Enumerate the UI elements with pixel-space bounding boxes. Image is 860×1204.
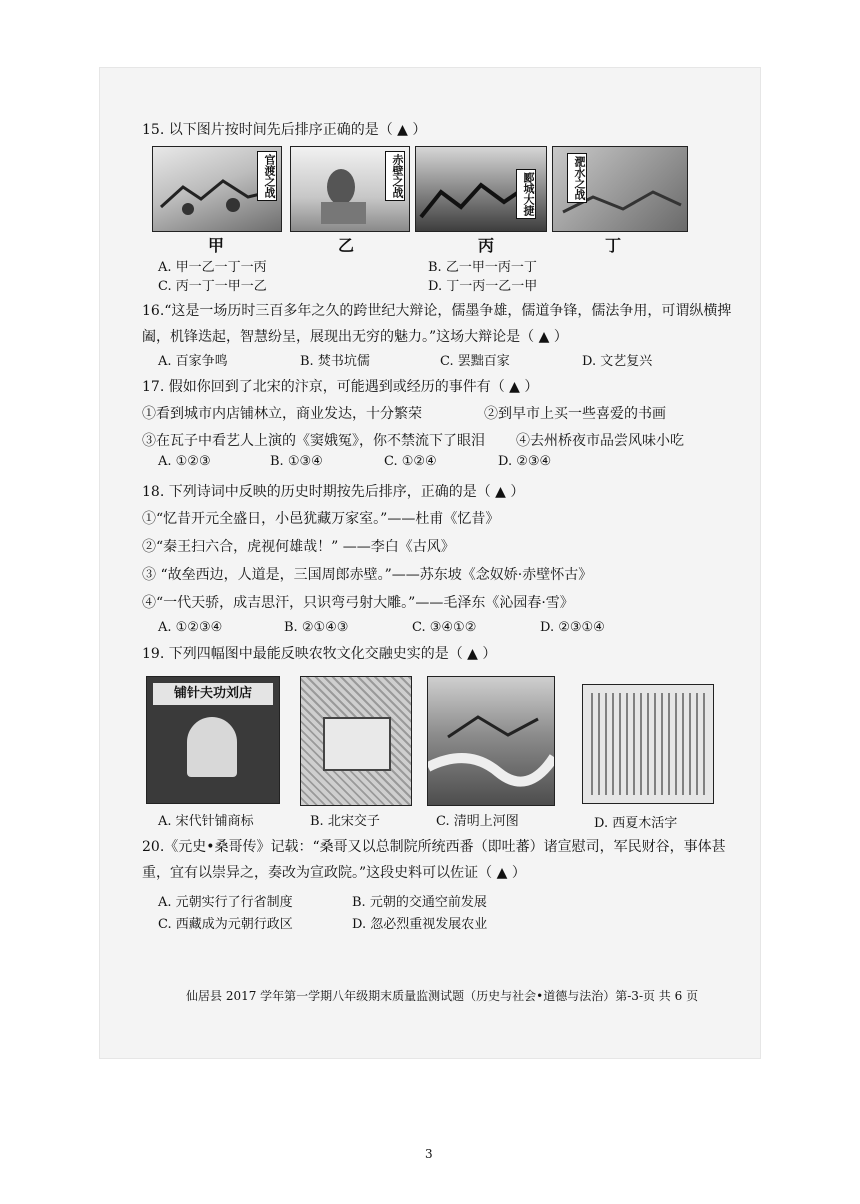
q20-option-c: C. 西藏成为元朝行政区	[158, 917, 293, 932]
q15-caption-bing: 丙	[478, 236, 495, 255]
q15-tag-yi: 赤壁之战	[385, 151, 405, 201]
q20-option-d: D. 忽必烈重视发展农业	[352, 917, 488, 932]
q19-caption-c: C. 清明上河图	[436, 814, 519, 829]
q19-caption-d: D. 西夏木活字	[594, 816, 678, 831]
q18-item-1: ①“忆昔开元全盛日，小邑犹藏万家室。”——杜甫《忆昔》	[142, 511, 500, 527]
q15-stem: 15. 以下图片按时间先后排序正确的是（ ▲ ）	[142, 122, 427, 138]
q20-option-a: A. 元朝实行了行省制度	[158, 895, 293, 910]
q18-item-4: ④“一代天骄，成吉思汗，只识弯弓射大雕。”——毛泽东《沁园春·雪》	[142, 595, 574, 611]
q18-item-2: ②“秦王扫六合，虎视何雄哉！” ——李白《古风》	[142, 539, 455, 555]
q15-option-b: B. 乙一甲一丙一丁	[428, 260, 537, 275]
q15-caption-yi: 乙	[338, 236, 355, 255]
q15-image-yi	[290, 146, 410, 232]
q19-image-c	[427, 676, 555, 806]
q18-option-c: C. ③④①②	[412, 620, 477, 635]
q18-item-3: ③ “故垒西边，人道是，三国周郎赤壁。”——苏东坡《念奴娇·赤壁怀古》	[142, 567, 593, 583]
q17-item-3: ③在瓦子中看艺人上演的《窦娥冤》，你不禁流下了眼泪	[142, 433, 485, 449]
river-scene-illustration	[428, 677, 554, 805]
q15-option-a: A. 甲一乙一丁一丙	[158, 260, 267, 275]
q16-stem: 16.“这是一场历时三百多年之久的跨世纪大辩论，儒墨争雄，儒道争锋，儒法争用，可谓纵横捭阖，机锋迭起，智慧纷呈，展现出无穷的魅力。”这场大辩论是（ ▲ ）	[142, 303, 732, 345]
q20-stem: 20.《元史•桑哥传》记载：“桑哥又以总制院所统西番（即吐蕃）诸宣慰司，军民财谷，事体甚重，宜有以崇异之，奏改为宣政院。”这段史料可以佐证（ ▲ ）	[142, 839, 726, 881]
q17-option-d: D. ②③④	[498, 454, 552, 469]
q17-option-b: B. ①③④	[270, 454, 323, 469]
rabbit-emblem	[187, 717, 237, 777]
q15-tag-jia: 官渡之战	[257, 151, 277, 201]
q16-option-d: D. 文艺复兴	[582, 354, 653, 369]
q17-item-2: ②到早市上买一些喜爱的书画	[484, 406, 666, 422]
page-number: 3	[425, 1147, 433, 1161]
q15-caption-ding: 丁	[605, 236, 622, 255]
q19-caption-a: A. 宋代针铺商标	[158, 814, 254, 829]
q19-image-b	[300, 676, 412, 806]
q17-item-4: ④去州桥夜市品尝风味小吃	[516, 433, 684, 449]
movable-type-text	[591, 693, 705, 795]
q15-image-bing	[415, 146, 547, 232]
q19-stem: 19. 下列四幅图中最能反映农牧文化交融史实的是（ ▲ ）	[142, 646, 497, 662]
q17-option-c: C. ①②④	[384, 454, 437, 469]
q15-tag-ding: 淝水之战	[567, 153, 587, 203]
q19-caption-b: B. 北宋交子	[310, 814, 380, 829]
q15-caption-jia: 甲	[208, 236, 225, 255]
q16-option-b: B. 焚书坑儒	[300, 354, 370, 369]
q18-option-b: B. ②①④③	[284, 620, 349, 635]
banknote-center	[323, 717, 391, 771]
page-footer: 仙居县 2017 学年第一学期八年级期末质量监测试题（历史与社会•道德与法治）第-3-页 共 6 页	[186, 989, 699, 1003]
q15-option-d: D. 丁一丙一乙一甲	[428, 279, 538, 294]
q15-image-ding	[552, 146, 688, 232]
seal-text: 铺针夫功刘店	[153, 683, 273, 705]
q15-option-c: C. 丙一丁一甲一乙	[158, 279, 267, 294]
q18-option-a: A. ①②③④	[158, 620, 223, 635]
q15-tag-bing: 郾城大捷	[516, 169, 536, 219]
q15-image-jia	[152, 146, 282, 232]
q17-item-1: ①看到城市内店铺林立，商业发达，十分繁荣	[142, 406, 422, 422]
q18-stem: 18. 下列诗词中反映的历史时期按先后排序，正确的是（ ▲ ）	[142, 484, 525, 500]
q16-option-c: C. 罢黜百家	[440, 354, 510, 369]
q19-image-d	[582, 684, 714, 804]
q19-image-a	[146, 676, 280, 804]
q17-stem: 17. 假如你回到了北宋的汴京，可能遇到或经历的事件有（ ▲ ）	[142, 379, 539, 395]
q18-option-d: D. ②③①④	[540, 620, 605, 635]
q16-option-a: A. 百家争鸣	[158, 354, 228, 369]
q17-option-a: A. ①②③	[158, 454, 211, 469]
q20-option-b: B. 元朝的交通空前发展	[352, 895, 487, 910]
